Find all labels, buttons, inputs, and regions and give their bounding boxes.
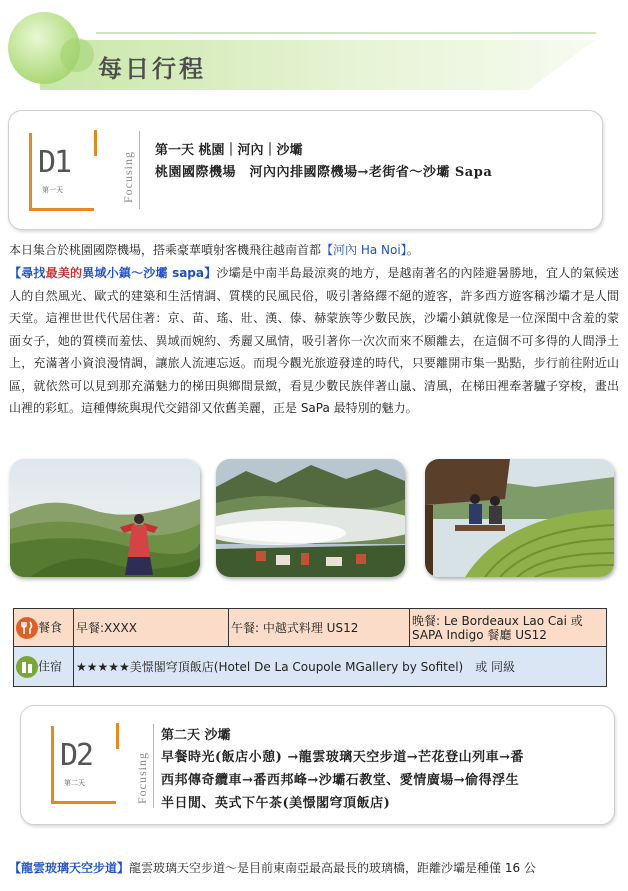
- header-circle-decor-small: [60, 38, 94, 72]
- sapa-highlight-c: 異域小鎮～沙壩 sapa】: [82, 266, 217, 280]
- day1-divider: [139, 131, 140, 209]
- day1-card: [8, 110, 603, 230]
- dinner-line2: SAPA Indigo 餐廳 US12: [412, 627, 547, 642]
- sapa-description: 沙壩是中南半島最涼爽的地方，是越南著名的內陸避暑勝地，宜人的氣候迷人的自然風光、歐式的建築和生活情調、質樸的民風民俗，吸引著絡繹不絕的遊客，許多西方遊客稱沙壩才是人間天堂。這裡世世代代居住著：京、苗、瑤、壯、漢、傣、赫蒙族等少數民族，沙壩小鎮就像是一位深閨中含羞的蒙面女子，她的質樸而羞怯、異域而婉約、秀麗又風情，吸引著你一次次而來不願離去，在這個不可多得的人間淨土上，充滿著小資浪漫情調，讓旅人流連忘返。而現今觀光旅遊發達的時代，只要離開市集一點點，步行前往附近山區，就依然可以見到那充滿魅力的梯田與鄉間景緻，看見少數民族伴著山嵐、清風，在梯田裡牽著驢子穿梭，畫出山裡的彩虹。這種傳統與現代交錯卻又依舊美麗，正是 SaPa 最特別的魅力。: [9, 266, 619, 415]
- day2-divider: [153, 724, 154, 808]
- dinner-cell: [410, 609, 607, 647]
- photo-misty-town: [216, 459, 405, 577]
- day2-route-line3: 半日閒、英式下午茶(美憬閣穹頂飯店): [161, 796, 391, 811]
- meal-label-cell: [14, 609, 74, 647]
- day1-code-box: [29, 133, 94, 211]
- header-line: [96, 32, 596, 34]
- stay-cell: ★★★★★美憬閣穹頂飯店(Hotel De La Coupole MGallery by Sofitel) 或 同級: [74, 647, 607, 687]
- photo-rice-terraces-hut: [425, 459, 614, 577]
- photo-terraces-woman: [10, 459, 200, 577]
- intro-line1: [9, 239, 619, 262]
- sapa-highlight-a: 【尋找: [9, 266, 46, 280]
- page-title: 每日行程: [98, 55, 206, 83]
- day2-card: [20, 705, 615, 825]
- day1-code-sub: 第一天: [42, 186, 63, 194]
- day2-code-sub: 第二天: [64, 779, 85, 787]
- fork-knife-icon: [16, 617, 38, 639]
- stay-label-cell: [14, 647, 74, 687]
- day1-route: 桃園國際機場 河內內排國際機場→老街省～沙壩 Sapa: [155, 165, 493, 180]
- dinner-line1: 晚餐: Le Bordeaux Lao Cai 或: [412, 613, 583, 628]
- intro-line1-end: 。: [406, 243, 419, 257]
- skywalk-description: 龍雲玻璃天空步道～是目前東南亞最高最長的玻璃橋，距離沙壩是種僅 16 公: [129, 861, 536, 875]
- day2-focusing-label: Focusing: [135, 751, 149, 804]
- day1-focusing-label: Focusing: [121, 150, 135, 203]
- meal-stay-table: [13, 608, 607, 687]
- lunch-cell: 午餐: 中越式料理 US12: [229, 609, 410, 647]
- day1-code: D1: [38, 145, 71, 180]
- day2-route-line2: 西邦傳奇纜車→番西邦峰→沙壩石教堂、愛情廣場→偷得浮生: [161, 773, 520, 788]
- day2-code-box: [51, 726, 116, 804]
- intro-paragraph: [9, 262, 619, 420]
- intro-hanoi-highlight: 【河內 Ha Noi】: [321, 243, 407, 257]
- day1-title: 第一天 桃園｜河內｜沙壩: [155, 143, 303, 158]
- meal-label: 餐食: [38, 620, 63, 634]
- stay-label: 住宿: [38, 659, 63, 673]
- building-icon: [16, 656, 38, 678]
- footer-line: [9, 857, 619, 880]
- intro-line1-text: 本日集合於桃園國際機場，搭乘豪華噴射客機飛往越南首都: [9, 243, 322, 257]
- breakfast-cell: 早餐:XXXX: [74, 609, 229, 647]
- sapa-highlight-b: 最美的: [45, 266, 83, 280]
- day2-route-line1: 早餐時光(飯店小憩) →龍雲玻璃天空步道→芒花登山列車→番: [161, 750, 525, 765]
- day2-title: 第二天 沙壩: [161, 728, 231, 743]
- skywalk-highlight: 【龍雲玻璃天空步道】: [9, 861, 130, 875]
- day2-code: D2: [60, 738, 93, 773]
